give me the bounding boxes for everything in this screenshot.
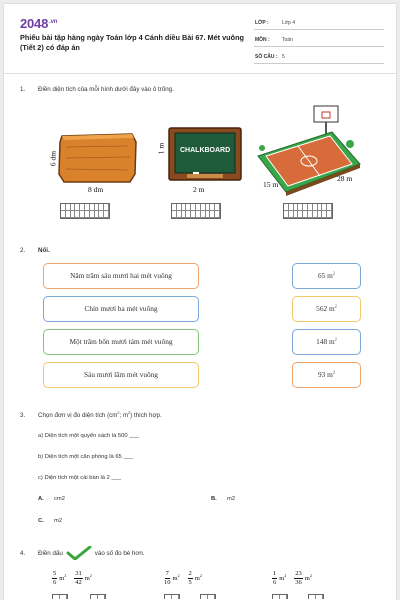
- sub-question-b: b) Diện tích một căn phòng là 65 ___: [38, 454, 134, 460]
- numerator: 23: [295, 570, 302, 577]
- worksheet-header: [4, 4, 396, 74]
- question-number: 2.: [20, 247, 26, 254]
- fraction-pair-3: [270, 570, 318, 587]
- meta-label: LỚP :: [255, 20, 269, 26]
- unit: [279, 575, 286, 582]
- meta-row-subject: [254, 33, 384, 47]
- question-number: 1.: [20, 86, 26, 93]
- exponent: 2: [284, 573, 287, 578]
- area-value: 562 m: [316, 304, 335, 313]
- exponent: 2: [128, 410, 131, 415]
- match-left-item[interactable]: Sáu mươi lăm mét vuông: [43, 362, 199, 388]
- answer-checkbox[interactable]: [90, 594, 106, 599]
- meta-value: 5: [282, 54, 285, 60]
- exponent: 2: [309, 573, 312, 578]
- fraction-pair-2: [162, 570, 208, 587]
- denominator: 6: [273, 579, 277, 586]
- chalkboard-text: CHALKBOARD: [180, 147, 231, 154]
- match-right-item[interactable]: [292, 362, 361, 388]
- meta-value: Lớp 4: [282, 20, 296, 26]
- worksheet-title: Phiếu bài tập hàng ngày Toán lớp 4 Cánh diều Bài 67. Mét vuông (Tiết 2) có đáp án: [20, 33, 244, 52]
- fraction: [74, 570, 83, 587]
- exponent: 2: [334, 303, 337, 309]
- option-b[interactable]: [211, 496, 235, 502]
- area-value: 93 m: [318, 370, 333, 379]
- question-3-prompt: [20, 412, 162, 419]
- answer-checkbox[interactable]: [200, 594, 216, 599]
- answer-checkbox[interactable]: [52, 594, 68, 599]
- unit: [195, 575, 202, 582]
- numerator: 7: [165, 570, 169, 577]
- answer-box-2[interactable]: [171, 203, 221, 219]
- question-text: Nối.: [38, 247, 50, 254]
- numerator: 1: [273, 570, 277, 577]
- area-value: 148 m: [316, 337, 335, 346]
- match-left-item[interactable]: Năm trăm sáu mươi hai mét vuông: [43, 263, 199, 289]
- question-number: 3.: [20, 412, 26, 419]
- meta-label: MÔN :: [255, 37, 270, 43]
- unit-text: m: [172, 575, 178, 582]
- answer-checkbox[interactable]: [164, 594, 180, 599]
- denominator: 6: [53, 579, 57, 586]
- meta-row-class: [254, 16, 384, 30]
- question-text: Điền diện tích của mỗi hình dưới đây vào ô trống.: [38, 86, 174, 93]
- exponent: 2: [332, 270, 335, 276]
- question-text: vào số đo bé hơn.: [94, 549, 145, 557]
- worksheet-page: [4, 4, 396, 600]
- numerator: 31: [75, 570, 82, 577]
- question-1-prompt: [20, 86, 174, 93]
- question-text: Chọn đơn vị đo diện tích (cm: [38, 412, 118, 419]
- meta-value: Toán: [282, 37, 293, 43]
- numerator: 5: [53, 570, 57, 577]
- exponent: 2: [334, 336, 337, 342]
- match-right-item[interactable]: [292, 296, 361, 322]
- exponent: 2: [64, 573, 67, 578]
- chalkboard-width-label: 2 m: [193, 185, 205, 194]
- sub-question-c: c) Diện tích một cái bàn là 2 ___: [38, 475, 122, 481]
- match-left-item[interactable]: Một trăm bốn mươi tám mét vuông: [43, 329, 199, 355]
- exponent: 2: [199, 573, 202, 578]
- wooden-board-image: [56, 132, 138, 184]
- answer-checkbox[interactable]: [308, 594, 324, 599]
- answer-checkbox[interactable]: [272, 594, 288, 599]
- option-value: m2: [227, 496, 236, 502]
- unit: [173, 575, 180, 582]
- question-text: Điền dấu: [38, 549, 63, 557]
- match-right-item[interactable]: [292, 329, 361, 355]
- court-width-label: 28 m: [337, 174, 353, 183]
- match-right-item[interactable]: [292, 263, 361, 289]
- fraction: [52, 570, 57, 587]
- option-key: C.: [38, 518, 44, 524]
- fraction: [188, 570, 193, 587]
- exponent: 2: [89, 573, 92, 578]
- question-2-prompt: [20, 247, 50, 254]
- option-key: A.: [38, 496, 44, 502]
- worksheet-meta: [254, 16, 384, 67]
- unit: [305, 575, 312, 582]
- unit-text: m: [59, 575, 65, 582]
- numerator: 2: [188, 570, 192, 577]
- fraction-pair-1: [50, 570, 98, 587]
- option-value: m2: [54, 518, 63, 524]
- option-key: B.: [211, 496, 217, 502]
- denominator: 5: [188, 579, 192, 586]
- meta-row-count: [254, 50, 384, 64]
- exponent: 2: [332, 369, 335, 375]
- fraction: [164, 570, 171, 587]
- exponent: 2: [117, 410, 120, 415]
- question-text: ; m: [119, 412, 129, 419]
- unit: [59, 575, 66, 582]
- denominator: 36: [295, 579, 302, 586]
- fraction: [294, 570, 303, 587]
- exponent: 2: [177, 573, 180, 578]
- board-height-label: 6 dm: [48, 150, 58, 167]
- chalkboard-image: [167, 126, 243, 184]
- question-text: ) thích hợp.: [130, 412, 162, 419]
- match-left-item[interactable]: Chín mươi ba mét vuông: [43, 296, 199, 322]
- chalkboard-height-label: 1 m: [156, 142, 166, 155]
- board-width-label: 8 dm: [88, 185, 104, 194]
- unit-text: m: [279, 575, 285, 582]
- question-number: 4.: [20, 549, 26, 557]
- unit: [85, 575, 92, 582]
- site-logo[interactable]: [20, 16, 57, 31]
- option-c[interactable]: [38, 518, 62, 524]
- unit-text: m: [194, 575, 200, 582]
- question-4-prompt: [20, 546, 145, 560]
- option-a[interactable]: [38, 496, 65, 502]
- logo-suffix: .vn: [49, 18, 58, 25]
- denominator: 42: [75, 579, 82, 586]
- court-length-label: 15 m: [263, 180, 279, 189]
- logo-text: 2048: [20, 16, 49, 31]
- option-value: cm2: [54, 496, 65, 502]
- fraction: [272, 570, 277, 587]
- sub-question-a: a) Diện tích một quyển sách là 500 ___: [38, 433, 139, 439]
- answer-box-1[interactable]: [60, 203, 110, 219]
- answer-box-3[interactable]: [283, 203, 333, 219]
- area-value: 65 m: [318, 271, 333, 280]
- meta-label: SỐ CÂU :: [255, 54, 278, 60]
- denominator: 10: [164, 579, 171, 586]
- unit-text: m: [304, 575, 310, 582]
- unit-text: m: [84, 575, 90, 582]
- check-mark-icon: [66, 546, 92, 560]
